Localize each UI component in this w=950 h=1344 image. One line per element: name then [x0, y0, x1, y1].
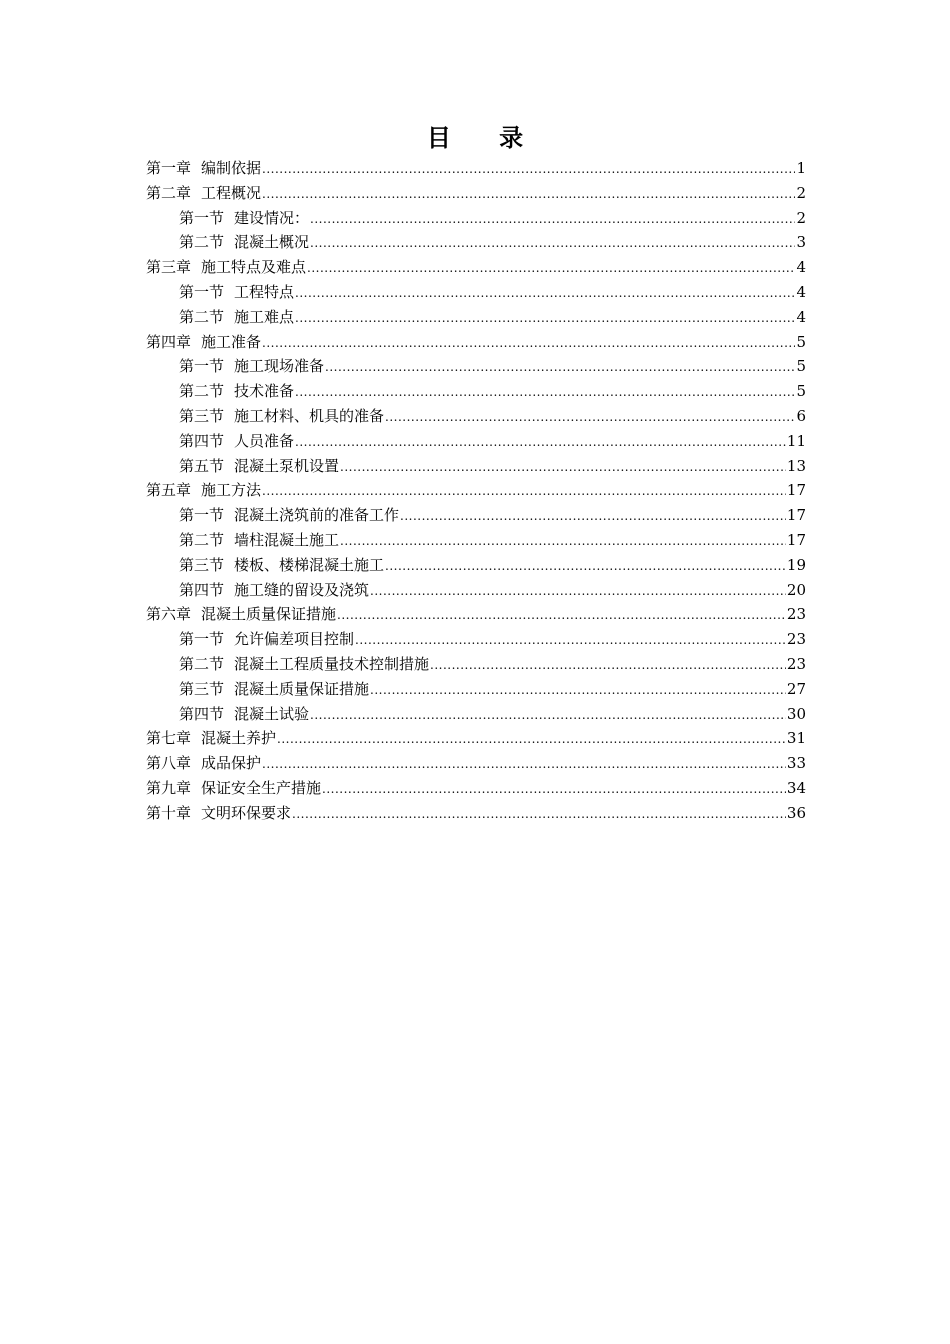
toc-entry-text: 施工缝的留设及浇筑: [234, 580, 370, 599]
toc-entry-number: 第二节: [179, 233, 225, 252]
toc-dot-leader: [370, 579, 786, 604]
toc-dot-leader: [355, 628, 786, 653]
toc-dot-leader: [340, 529, 786, 554]
toc-entry-text: 混凝土试验: [234, 704, 310, 723]
toc-entry-label: [179, 578, 369, 603]
toc-entry-label: [146, 255, 306, 280]
toc-entry-number: 第二节: [179, 654, 225, 673]
toc-dot-leader: [385, 554, 786, 579]
toc-page-number: 23: [786, 605, 806, 624]
toc-entry-label: [179, 305, 294, 330]
toc-entry-number: 第四章: [146, 332, 192, 351]
toc-entry-number: 第四节: [179, 580, 225, 599]
toc-entry-text: 编制依据: [201, 159, 262, 177]
toc-dot-leader: [322, 777, 786, 802]
toc-entry-label: [179, 503, 399, 528]
toc-dot-leader: [385, 405, 795, 430]
toc-page-number: 1: [796, 159, 806, 177]
toc-page-number: 34: [786, 778, 806, 797]
toc-dot-leader: [262, 182, 795, 207]
toc-entry-number: 第四节: [179, 431, 225, 450]
toc-entry-text: 施工现场准备: [234, 357, 325, 376]
toc-chapter-entry[interactable]: [146, 255, 806, 280]
toc-entry-text: 施工材料、机具的准备: [234, 406, 385, 425]
toc-entry-label: [146, 330, 261, 355]
toc-entry-number: 第一节: [179, 506, 225, 525]
toc-dot-leader: [295, 380, 795, 405]
toc-section-entry[interactable]: [146, 379, 806, 404]
toc-section-entry[interactable]: [146, 652, 806, 677]
toc-entry-label: [179, 280, 294, 305]
toc-page-number: 17: [786, 506, 806, 525]
toc-chapter-entry[interactable]: [146, 156, 806, 181]
toc-entry-text: 施工难点: [234, 307, 295, 326]
toc-page-number: 33: [786, 754, 806, 773]
toc-entry-number: 第一节: [179, 208, 225, 227]
toc-entry-text: 混凝土概况: [234, 233, 310, 252]
toc-entry-label: [146, 156, 261, 181]
toc-page-number: 23: [786, 630, 806, 649]
toc-entry-text: 混凝土浇筑前的准备工作: [234, 506, 400, 525]
toc-entry-text: 施工特点及难点: [201, 258, 307, 277]
toc-page-number: 20: [786, 580, 806, 599]
toc-page-number: 17: [786, 530, 806, 549]
toc-entry-text: 混凝土养护: [201, 729, 277, 748]
toc-entry-text: 混凝土质量保证措施: [201, 605, 337, 624]
toc-entry-text: 混凝土泵机设置: [234, 456, 340, 475]
toc-chapter-entry[interactable]: [146, 602, 806, 627]
toc-page-number: 2: [796, 208, 806, 227]
toc-chapter-entry[interactable]: [146, 726, 806, 751]
toc-page-number: 6: [796, 406, 806, 425]
table-of-contents: [146, 156, 806, 826]
toc-dot-leader: [295, 306, 795, 331]
toc-section-entry[interactable]: [146, 578, 806, 603]
toc-section-entry[interactable]: [146, 503, 806, 528]
toc-dot-leader: [310, 207, 795, 232]
toc-dot-leader: [262, 157, 795, 182]
toc-section-entry[interactable]: [146, 230, 806, 255]
toc-entry-label: [146, 478, 261, 503]
toc-section-entry[interactable]: [146, 627, 806, 652]
toc-chapter-entry[interactable]: [146, 751, 806, 776]
toc-entry-number: 第三节: [179, 406, 225, 425]
toc-entry-text: 工程特点: [234, 282, 295, 301]
toc-section-entry[interactable]: [146, 677, 806, 702]
toc-entry-label: [179, 652, 429, 677]
toc-entry-number: 第四节: [179, 704, 225, 723]
toc-title: 目 录: [426, 123, 544, 152]
toc-section-entry[interactable]: [146, 354, 806, 379]
toc-entry-number: 第六章: [146, 605, 192, 624]
toc-entry-text: 成品保护: [201, 754, 262, 773]
toc-entry-number: 第一节: [179, 282, 225, 301]
toc-entry-label: [179, 354, 324, 379]
toc-page-number: 17: [786, 481, 806, 500]
toc-entry-label: [179, 553, 384, 578]
toc-dot-leader: [310, 231, 795, 256]
toc-entry-number: 第二节: [179, 307, 225, 326]
toc-page-number: 5: [796, 332, 806, 351]
toc-section-entry[interactable]: [146, 528, 806, 553]
toc-dot-leader: [370, 678, 786, 703]
toc-page-number: 31: [786, 729, 806, 748]
toc-entry-number: 第二章: [146, 183, 192, 202]
toc-page-number: 19: [786, 555, 806, 574]
toc-section-entry[interactable]: [146, 305, 806, 330]
toc-chapter-entry[interactable]: [146, 776, 806, 801]
toc-entry-label: [146, 181, 261, 206]
toc-entry-text: 工程概况: [201, 183, 262, 202]
toc-entry-label: [179, 627, 354, 652]
toc-page-number: 4: [796, 282, 806, 301]
toc-entry-text: 文明环保要求: [201, 803, 292, 822]
toc-entry-label: [179, 429, 294, 454]
toc-dot-leader: [292, 802, 786, 827]
toc-entry-text: 建设情况：: [234, 208, 310, 227]
toc-dot-leader: [262, 331, 795, 356]
toc-entry-number: 第三节: [179, 555, 225, 574]
toc-entry-number: 第九章: [146, 778, 192, 797]
toc-entry-label: [179, 702, 309, 727]
toc-page-number: 4: [796, 307, 806, 326]
toc-section-entry[interactable]: [146, 280, 806, 305]
toc-chapter-entry[interactable]: [146, 801, 806, 826]
toc-chapter-entry[interactable]: [146, 330, 806, 355]
toc-entry-number: 第三章: [146, 258, 192, 277]
toc-dot-leader: [400, 504, 786, 529]
toc-dot-leader: [295, 281, 795, 306]
toc-entry-label: [146, 602, 336, 627]
toc-entry-number: 第一节: [179, 630, 225, 649]
toc-entry-label: [179, 454, 339, 479]
toc-entry-label: [179, 379, 294, 404]
toc-entry-text: 施工准备: [201, 332, 262, 351]
toc-section-entry[interactable]: [146, 429, 806, 454]
toc-dot-leader: [325, 355, 795, 380]
toc-entry-text: 人员准备: [234, 431, 295, 450]
toc-entry-text: 技术准备: [234, 382, 295, 401]
toc-entry-number: 第二节: [179, 530, 225, 549]
toc-entry-text: 墙柱混凝土施工: [234, 530, 340, 549]
toc-entry-number: 第十章: [146, 803, 192, 822]
toc-chapter-entry[interactable]: [146, 478, 806, 503]
toc-dot-leader: [310, 703, 786, 728]
toc-entry-label: [179, 677, 369, 702]
toc-entry-number: 第七章: [146, 729, 192, 748]
toc-page-number: 27: [786, 679, 806, 698]
toc-entry-label: [146, 801, 291, 826]
toc-entry-number: 第一章: [146, 159, 192, 177]
toc-entry-number: 第二节: [179, 382, 225, 401]
toc-dot-leader: [337, 603, 786, 628]
toc-chapter-entry[interactable]: [146, 181, 806, 206]
toc-page-number: 13: [786, 456, 806, 475]
toc-entry-number: 第三节: [179, 679, 225, 698]
toc-page-number: 11: [786, 431, 806, 450]
toc-dot-leader: [277, 727, 786, 752]
toc-entry-number: 第五章: [146, 481, 192, 500]
toc-dot-leader: [262, 752, 786, 777]
toc-section-entry[interactable]: [146, 702, 806, 727]
toc-entry-number: 第一节: [179, 357, 225, 376]
toc-dot-leader: [262, 479, 786, 504]
toc-dot-leader: [340, 455, 786, 480]
toc-entry-text: 楼板、楼梯混凝土施工: [234, 555, 385, 574]
toc-entry-text: 保证安全生产措施: [201, 778, 322, 797]
toc-dot-leader: [295, 430, 786, 455]
toc-entry-label: [179, 230, 309, 255]
toc-entry-text: 允许偏差项目控制: [234, 630, 355, 649]
toc-dot-leader: [430, 653, 786, 678]
toc-entry-text: 混凝土工程质量技术控制措施: [234, 654, 430, 673]
toc-page-number: 5: [796, 357, 806, 376]
toc-entry-number: 第八章: [146, 754, 192, 773]
toc-entry-text: 混凝土质量保证措施: [234, 679, 370, 698]
toc-page-number: 4: [796, 258, 806, 277]
toc-section-entry[interactable]: [146, 206, 806, 231]
toc-entry-label: [179, 206, 309, 231]
toc-page-number: 36: [786, 803, 806, 822]
toc-entry-label: [146, 776, 321, 801]
toc-entry-label: [146, 726, 276, 751]
toc-page-number: 5: [796, 382, 806, 401]
toc-page-number: 30: [786, 704, 806, 723]
toc-section-entry[interactable]: [146, 404, 806, 429]
toc-entry-number: 第五节: [179, 456, 225, 475]
toc-page-number: 23: [786, 654, 806, 673]
toc-page-number: 2: [796, 183, 806, 202]
toc-dot-leader: [307, 256, 795, 281]
toc-section-entry[interactable]: [146, 553, 806, 578]
toc-entry-label: [179, 404, 384, 429]
toc-entry-label: [179, 528, 339, 553]
toc-page-number: 3: [796, 233, 806, 252]
toc-entry-label: [146, 751, 261, 776]
toc-entry-text: 施工方法: [201, 481, 262, 500]
toc-section-entry[interactable]: [146, 454, 806, 479]
